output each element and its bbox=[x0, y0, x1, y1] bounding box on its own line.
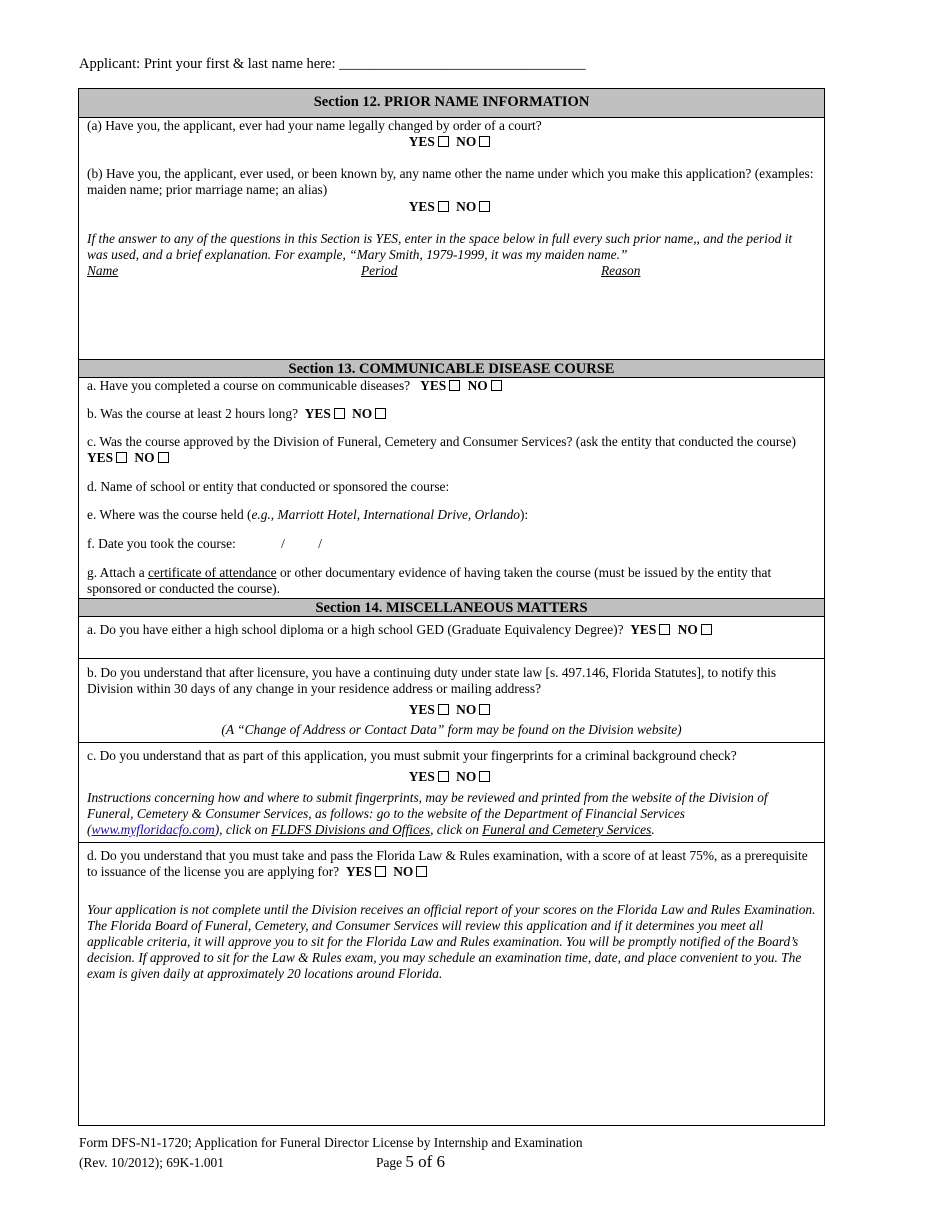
page-number bbox=[376, 1152, 445, 1172]
s13-qg-rest: or other documentary evidence of having taken the course (must be issued by the entity that sponsored or conducted the course). bbox=[87, 565, 772, 596]
s13-qa-text: a. Have you completed a course on communicable diseases? bbox=[87, 378, 411, 393]
s12-instructions: If the answer to any of the questions in this Section is YES, enter in the space below in full every such prior name,, and the period it was used, and a brief explanation. For example, “Mary Smith, 1979-1999, it was my maiden name.” bbox=[87, 231, 793, 262]
no-label: NO bbox=[677, 622, 698, 637]
yes-label: YES bbox=[408, 702, 435, 717]
page-number-value: 5 of 6 bbox=[405, 1152, 446, 1171]
s14-qc-no-checkbox[interactable] bbox=[479, 771, 490, 782]
myfloridacfo-link[interactable]: www.myfloridacfo.com bbox=[91, 822, 215, 837]
s13-question-e bbox=[87, 507, 816, 523]
yes-label: YES bbox=[408, 199, 435, 214]
s12-qa-yes-checkbox[interactable] bbox=[438, 136, 449, 147]
s12-qb-yes-checkbox[interactable] bbox=[438, 201, 449, 212]
section-12-header: Section 12. PRIOR NAME INFORMATION bbox=[79, 89, 824, 118]
fldfs-divisions-text: FLDFS Divisions and Offices bbox=[271, 822, 431, 837]
s14-qa-no-checkbox[interactable] bbox=[701, 624, 712, 635]
s14-qc-answer bbox=[87, 769, 816, 785]
instr-text: . bbox=[651, 822, 655, 837]
certificate-of-attendance-text: certificate of attendance bbox=[147, 565, 277, 580]
section-13-header: Section 13. COMMUNICABLE DISEASE COURSE bbox=[79, 359, 824, 378]
s14-qd-instructions: Your application is not complete until the Division receives an official report of your scores on the Florida Law and Rules Examination. The Florida Board of Funeral, Cemetery, and Consumer Services will review this application and if it determines you meet all applicable criteria, it will approve you to sit for the Florida Law and Rules examination. You will be promptly notified of the Board’s decision. If approved to sit for the Law & Rules exam, you may schedule an examination time, date, and place convenient to you. The exam is given daily at approximately 20 locations around Florida. bbox=[87, 902, 816, 981]
divider bbox=[79, 742, 824, 743]
no-label: NO bbox=[456, 199, 477, 214]
s12-qa-no-checkbox[interactable] bbox=[479, 136, 490, 147]
s13-qe-example: e.g., Marriott Hotel, International Drive, Orlando bbox=[251, 507, 521, 522]
s14-question-b: b. Do you understand that after licensure, you have a continuing duty under state law [s. 497.146, Florida Statutes], to notify this Division within 30 days of any change in your residence address or mailing address? bbox=[87, 665, 777, 696]
s13-qc-yes-checkbox[interactable] bbox=[116, 452, 127, 463]
s14-qd-yes-checkbox[interactable] bbox=[375, 866, 386, 877]
s13-qg-text: g. Attach a bbox=[87, 565, 148, 580]
s13-qe-end: ): bbox=[520, 507, 529, 522]
s13-qc-no-checkbox[interactable] bbox=[158, 452, 169, 463]
s14-qd-no-checkbox[interactable] bbox=[416, 866, 427, 877]
yes-label: YES bbox=[87, 450, 114, 465]
no-label: NO bbox=[352, 406, 373, 421]
yes-label: YES bbox=[408, 134, 435, 149]
s13-question-d: d. Name of school or entity that conducted or sponsored the course: bbox=[87, 479, 450, 494]
s12-question-a: (a) Have you, the applicant, ever had your name legally changed by order of a court? bbox=[87, 118, 542, 133]
s13-qa-no-checkbox[interactable] bbox=[491, 380, 502, 391]
s12-question-b: (b) Have you, the applicant, ever used, or been known by, any name other the name under which you make this application? (examples: maiden name; prior marriage name; an alias) bbox=[87, 166, 814, 197]
no-label: NO bbox=[134, 450, 155, 465]
s13-qb-yes-checkbox[interactable] bbox=[334, 408, 345, 419]
s13-qe-text: e. Where was the course held ( bbox=[87, 507, 252, 522]
s13-question-f bbox=[87, 536, 816, 552]
s14-question-c: c. Do you understand that as part of this application, you must submit your fingerprints for a criminal background check? bbox=[87, 748, 737, 763]
s14-qb-yes-checkbox[interactable] bbox=[438, 704, 449, 715]
fingerprint-instructions: Instructions concerning how and where to submit fingerprints, may be reviewed and printed from the website of the Division of Funeral, Cemetery & Consumer Services, as follows: go to the website of the Department of Financial Services ( bbox=[87, 790, 768, 837]
s14-qd-text: d. Do you understand that you must take and pass the Florida Law & Rules examination, with a score of at least 75%, as a prerequisite to issuance of the license you are applying for? bbox=[87, 848, 808, 879]
application-form-page bbox=[78, 88, 825, 1126]
s13-question-g bbox=[87, 565, 816, 597]
footer-revision: (Rev. 10/2012); 69K-1.001 bbox=[79, 1155, 224, 1170]
s14-qb-answer bbox=[87, 702, 816, 718]
s14-qb-no-checkbox[interactable] bbox=[479, 704, 490, 715]
s13-qa-yes-checkbox[interactable] bbox=[449, 380, 460, 391]
s14-qc-yes-checkbox[interactable] bbox=[438, 771, 449, 782]
s14-question-d bbox=[87, 848, 816, 880]
yes-label: YES bbox=[304, 406, 331, 421]
yes-label: YES bbox=[420, 378, 447, 393]
col-name-heading: Name bbox=[87, 263, 119, 278]
instr-text: ), click on bbox=[214, 822, 272, 837]
s12-qb-answer bbox=[87, 199, 816, 215]
no-label: NO bbox=[456, 702, 477, 717]
no-label: NO bbox=[467, 378, 488, 393]
s14-question-a bbox=[87, 622, 816, 638]
footer-form-id: Form DFS-N1-1720; Application for Funeral Director License by Internship and Examination bbox=[79, 1135, 583, 1150]
s14-qa-yes-checkbox[interactable] bbox=[659, 624, 670, 635]
s13-qb-text: b. Was the course at least 2 hours long? bbox=[87, 406, 299, 421]
col-reason-heading: Reason bbox=[601, 263, 641, 278]
funeral-cemetery-services-text: Funeral and Cemetery Services bbox=[482, 822, 652, 837]
no-label: NO bbox=[456, 769, 477, 784]
s13-question-a bbox=[87, 378, 816, 394]
section-14-header: Section 14. MISCELLANEOUS MATTERS bbox=[79, 598, 824, 617]
s14-qb-note: (A “Change of Address or Contact Data” form may be found on the Division website) bbox=[221, 722, 682, 737]
s13-qb-no-checkbox[interactable] bbox=[375, 408, 386, 419]
instr-text: , click on bbox=[430, 822, 483, 837]
applicant-name-line: Applicant: Print your first & last name here: __________________________________ bbox=[79, 56, 586, 72]
s12-qa-answer bbox=[87, 134, 816, 150]
date-separators: / / bbox=[281, 536, 323, 551]
yes-label: YES bbox=[408, 769, 435, 784]
no-label: NO bbox=[393, 864, 414, 879]
s13-qc-text: c. Was the course approved by the Division of Funeral, Cemetery and Consumer Services? (ask the entity that conducted the course) bbox=[87, 434, 796, 449]
page-label: Page bbox=[376, 1155, 406, 1170]
s14-qa-text: a. Do you have either a high school diploma or a high school GED (Graduate Equivalency Degree)? bbox=[87, 622, 624, 637]
yes-label: YES bbox=[345, 864, 372, 879]
s13-question-c bbox=[87, 434, 816, 466]
s13-qf-text: f. Date you took the course: bbox=[87, 536, 236, 551]
col-period-heading: Period bbox=[361, 263, 398, 278]
s14-qc-instructions bbox=[87, 790, 816, 838]
s13-question-b bbox=[87, 406, 816, 422]
divider bbox=[79, 842, 824, 843]
divider bbox=[79, 658, 824, 659]
s12-qb-no-checkbox[interactable] bbox=[479, 201, 490, 212]
no-label: NO bbox=[456, 134, 477, 149]
yes-label: YES bbox=[630, 622, 657, 637]
